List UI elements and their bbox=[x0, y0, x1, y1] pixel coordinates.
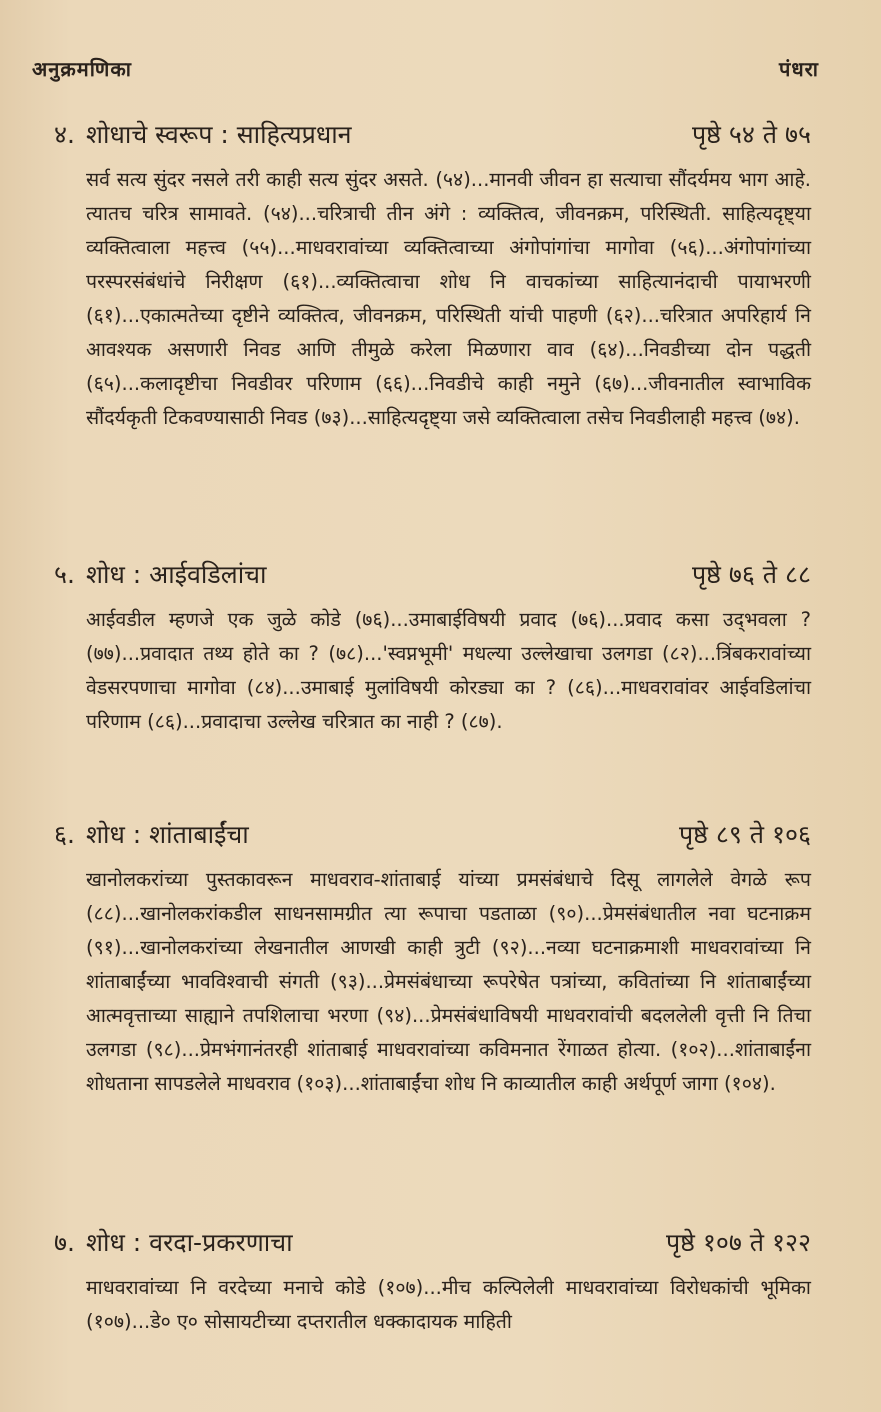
section-title: शोध : शांताबाईंचा bbox=[86, 820, 249, 849]
section-summary: खानोलकरांच्या पुस्तकावरून माधवराव-शांताबाई यांच्या प्रमसंबंधाचे दिसू लागलेले वेगळे रूप (८८)...खानोलकरांकडील साधनसामग्रीत त्या रूपाचा पडताळा (९०)...प्रेमसंबंधातील नवा घटनाक्रम (९१)...खानोलकरांच्या लेखनातील आणखी काही त्रुटी (९२)...नव्या घटनाक्रमाशी माधवरावांच्या नि शांताबाईंच्या भावविश्वाची संगती (९३)...प्रेमसंबंधाच्या रूपरेषेत पत्रांच्या, कवितांच्या नि शांताबाईंच्या आत्मवृत्ताच्या साह्याने तपशिलाचा भरणा (९४)...प्रेमसंबंधाविषयी माधवरावांची बदललेली वृत्ती नि तिचा उलगडा (९८)...प्रेमभंगानंतरही शांताबाई माधवरावांच्या कविमनात रेंगाळत होत्या. (१०२)...शांताबाईंना शोधताना सापडलेले माधवराव (१०३)...शांताबाईंचा शोध नि काव्यातील काही अर्थपूर्ण जागा (१०४). bbox=[86, 868, 811, 1095]
toc-section-7 bbox=[54, 1225, 811, 1339]
section-number: ५. bbox=[54, 560, 75, 589]
section-number: ४. bbox=[54, 120, 75, 149]
section-page-range: पृष्ठे ७६ ते ८८ bbox=[691, 560, 811, 589]
section-heading bbox=[54, 117, 811, 151]
section-heading bbox=[54, 1225, 811, 1259]
section-title: शोधाचे स्वरूप : साहित्यप्रधान bbox=[86, 120, 352, 149]
section-summary: माधवरावांच्या नि वरदेच्या मनाचे कोडे (१०७)...मीच कल्पिलेली माधवरावांच्या विरोधकांची भूमिका (१०७)...डे० ए० सोसायटीच्या दप्तरातील धक्कादायक माहिती bbox=[86, 1276, 811, 1333]
section-number: ६. bbox=[54, 820, 75, 849]
section-title: शोध : आईवडिलांचा bbox=[86, 560, 267, 589]
running-header bbox=[32, 55, 819, 82]
section-title: शोध : वरदा-प्रकरणाचा bbox=[86, 1228, 293, 1257]
toc-section-6 bbox=[54, 817, 811, 1101]
header-left: अनुक्रमणिका bbox=[32, 57, 132, 81]
section-summary: सर्व सत्य सुंदर नसले तरी काही सत्य सुंदर असते. (५४)...मानवी जीवन हा सत्याचा सौंदर्यमय भाग आहे. त्यातच चरित्र सामावते. (५४)...चरित्राची तीन अंगे : व्यक्तित्व, जीवनक्रम, परिस्थिती. साहित्यदृष्ट्या व्यक्तित्वाला महत्त्व (५५)...माधवरावांच्या व्यक्तित्वाच्या अंगोपांगांचा मागोवा (५६)...अंगोपांगांच्या परस्परसंबंधांचे निरीक्षण (६१)...व्यक्तित्वाचा शोध नि वाचकांच्या साहित्यानंदाची पायाभरणी (६१)...एकात्मतेच्या दृष्टीने व्यक्तित्व, जीवनक्रम, परिस्थिती यांची पाहणी (६२)...चरित्रात अपरिहार्य नि आवश्यक असणारी निवड आणि तीमुळे करेला मिळणारा वाव (६४)...निवडीच्या दोन पद्धती (६५)...कलादृष्टीचा निवडीवर परिणाम (६६)...निवडीचे काही नमुने (६७)...जीवनातील स्वाभाविक सौंदर्यकृती टिकवण्यासाठी निवड (७३)...साहित्यदृष्ट्या जसे व्यक्तित्वाला तसेच निवडीलाही महत्त्व (७४). bbox=[86, 168, 811, 429]
section-page-range: पृष्ठे ८९ ते १०६ bbox=[678, 820, 811, 849]
toc-section-4 bbox=[54, 117, 811, 435]
section-heading bbox=[54, 817, 811, 851]
section-summary: आईवडील म्हणजे एक जुळे कोडे (७६)...उमाबाईविषयी प्रवाद (७६)...प्रवाद कसा उद्‌भवला ? (७७)...प्रवादात तथ्य होते का ? (७८)...'स्वप्नभूमी' मधल्या उल्लेखाचा उलगडा (८२)...त्रिंबकरावांच्या वेडसरपणाचा मागोवा (८४)...उमाबाई मुलांविषयी कोरड्या का ? (८६)...माधवरावांवर आईवडिलांचा परिणाम (८६)...प्रवादाचा उल्लेख चरित्रात का नाही ? (८७). bbox=[86, 608, 811, 733]
section-page-range: पृष्ठे १०७ ते १२२ bbox=[665, 1228, 811, 1257]
section-number: ७. bbox=[54, 1228, 75, 1257]
section-heading bbox=[54, 557, 811, 591]
section-page-range: पृष्ठे ५४ ते ७५ bbox=[691, 120, 811, 149]
page-number: पंधरा bbox=[778, 57, 819, 81]
toc-section-5 bbox=[54, 557, 811, 739]
